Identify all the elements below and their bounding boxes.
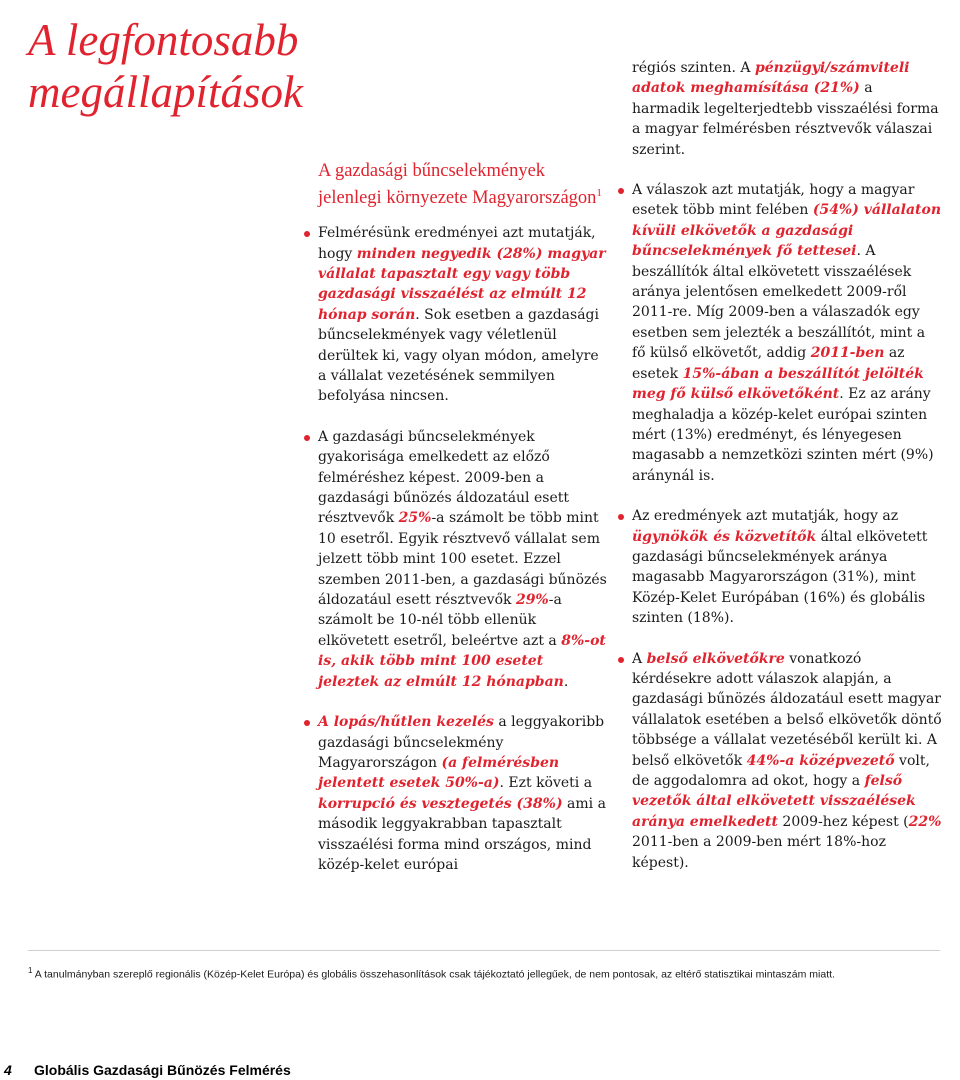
bullet-icon — [618, 188, 624, 194]
page-number: 4 — [4, 1062, 12, 1078]
section-heading — [318, 160, 608, 209]
list-item: A válaszok azt mutatják, hogy a magyar esetek több mint felében (54%) vállalaton kívüli elkövetők a gazdasági bűncselekmények fő tettesei. A beszállítók által elkövetett visszaélések aránya jelentősen emelkedett 2009-ről 2011-re. Míg 2009-ben a válaszadók egy esetben sem jelezték a beszállítót, mint a fő külső elkövetőt, addig 2011-ben az esetek 15%-ában a beszállítót jelölték meg fő külső elkövetőként. Ez az arány meghaladja a közép-kelet európai szinten mért (13%) eredményt, és lényegesen magasabb a nemzetközi szinten mért (9%) aránynál is. — [632, 180, 942, 486]
left-bullet-list — [318, 223, 608, 875]
bullet-icon — [618, 514, 624, 520]
list-item: Az eredmények azt mutatják, hogy az ügynökök és közvetítők által elkövetett gazdasági bűncselekmények aránya magasabb Magyarországon (31%), mint Közép-Kelet Európában (16%) és globális szinten (18%). — [632, 506, 942, 628]
page-footer — [4, 1062, 291, 1078]
footnote-divider — [28, 950, 940, 951]
page-title — [28, 14, 588, 118]
list-item: A gazdasági bűncselekmények gyakorisága emelkedett az előző felméréshez képest. 2009-ben a gazdasági bűnözés áldozatául esett résztvevők 25%-a számolt be több mint 10 esetről. Egyik résztvevő vállalat sem jelzett több mint 100 esetet. Ezzel szemben 2011-ben, a gazdasági bűnözés áldozatául esett résztvevők 29%-a számolt be 10-nél több ellenük elkövetett esetről, beleértve azt a 8%-ot is, akik több mint 100 esetet jeleztek az elmúlt 12 hónapban. — [318, 427, 608, 692]
continued-paragraph: régiós szinten. A pénzügyi/számviteli adatok meghamísítása (21%) a harmadik legelterjedtebb visszaélési forma a magyar felmérésben résztvevők válaszai szerint. — [632, 60, 939, 158]
page-title-line2: megállapítások — [28, 67, 303, 117]
footnote-ref: 1 — [596, 187, 602, 199]
list-item: A lopás/hűtlen kezelés a leggyakoribb gazdasági bűncselekmény Magyarországon (a felmérésben jelentett esetek 50%-a). Ezt követi a korrupció és vesztegetés (38%) ami a második leggyakrabban tapasztalt visszaélési forma mind országos, mind közép-kelet európai — [318, 712, 608, 875]
page-title-line1: A legfontosabb — [28, 15, 299, 65]
bullet-icon — [304, 720, 310, 726]
bullet-icon — [304, 231, 310, 237]
right-bullet-list — [632, 180, 942, 873]
right-column — [632, 58, 942, 893]
list-item: Felmérésünk eredményei azt mutatják, hogy minden negyedik (28%) magyar vállalat tapasztalt egy vagy több gazdasági visszaélést az elmúlt 12 hónap során. Sok esetben a gazdasági bűncselekmények vagy véletlenül derültek ki, vagy olyan módon, amelyre a vállalat vezetésének semmilyen befolyása nincsen. — [318, 223, 608, 407]
document-title: Globális Gazdasági Bűnözés Felmérés — [34, 1062, 291, 1078]
left-column — [318, 160, 608, 895]
bullet-icon — [618, 657, 624, 663]
footnote-number: 1 — [28, 966, 33, 975]
section-heading-text: A gazdasági bűncselekmények jelenlegi környezete Magyarországon — [318, 161, 597, 209]
list-item: A belső elkövetőkre vonatkozó kérdésekre adott válaszok alapján, a gazdasági bűnözés áldozatául esett magyar vállalatok esetében a belső elkövetők döntő többsége a vállalat vezetéséből került ki. A belső elkövetők 44%-a középvezető volt, de aggodalomra ad okot, hogy a felső vezetők által elkövetett visszaélések aránya emelkedett 2009-hez képest (22% 2011-ben a 2009-ben mért 18%-hoz képest). — [632, 649, 942, 873]
bullet-icon — [304, 435, 310, 441]
footnote — [28, 964, 928, 982]
footnote-text: A tanulmányban szereplő regionális (Közép-Kelet Európa) és globális összehasonlítások csak tájékoztató jellegűek, de nem pontosak, az eltérő statisztikai mintaszám miatt. — [34, 968, 835, 981]
